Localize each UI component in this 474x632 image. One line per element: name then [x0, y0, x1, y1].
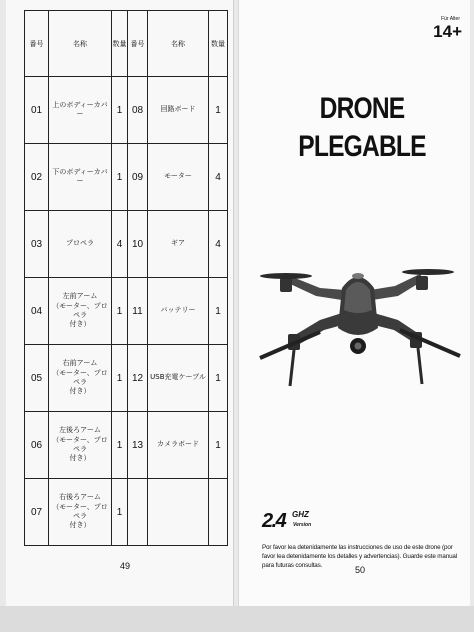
part-quantity: 4: [209, 211, 228, 278]
camera-icon: [350, 338, 366, 354]
drone-body: [338, 273, 378, 335]
part-name: ギア: [148, 211, 209, 278]
part-quantity: [209, 479, 228, 546]
scan-margin: [0, 606, 474, 632]
header-quantity-1: 数量: [112, 11, 128, 77]
part-quantity: 1: [209, 77, 228, 144]
table-row: [25, 412, 228, 479]
header-number-1: 番号: [25, 11, 49, 77]
part-name: カメラボード: [148, 412, 209, 479]
part-number: [128, 479, 148, 546]
table-row: [25, 211, 228, 278]
part-quantity: 1: [112, 412, 128, 479]
part-number: 05: [25, 345, 49, 412]
part-number: 11: [128, 278, 148, 345]
frequency-logo: [262, 508, 322, 538]
part-name: 右前アーム （モーター、プロペラ 付き）: [49, 345, 112, 412]
table-row: [25, 278, 228, 345]
part-name: 下のボディーカバー: [49, 144, 112, 211]
part-name: USB充電ケーブル: [148, 345, 209, 412]
part-number: 10: [128, 211, 148, 278]
age-label: Für Alter: [441, 16, 460, 22]
part-number: 02: [25, 144, 49, 211]
part-number: 06: [25, 412, 49, 479]
table-header-row: [25, 11, 228, 77]
table-row: [25, 345, 228, 412]
rear-right-arm: [370, 269, 454, 300]
drone-illustration: [250, 258, 465, 398]
age-rating: 14+: [433, 22, 462, 41]
header-name-2: 名称: [148, 11, 209, 77]
logo-version: Version: [293, 522, 312, 528]
left-page: [6, 0, 234, 606]
part-number: 09: [128, 144, 148, 211]
front-left-arm: [260, 313, 346, 386]
part-number: 13: [128, 412, 148, 479]
part-quantity: 1: [112, 144, 128, 211]
parts-table: [24, 10, 228, 546]
part-quantity: 4: [112, 211, 128, 278]
part-quantity: 1: [112, 77, 128, 144]
part-quantity: 1: [209, 278, 228, 345]
part-quantity: 1: [209, 345, 228, 412]
part-name: 回路ボード: [148, 77, 209, 144]
rear-left-arm: [260, 273, 345, 300]
header-name-1: 名称: [49, 11, 112, 77]
product-title: [295, 90, 429, 166]
left-page-number: 49: [119, 561, 130, 571]
part-name: 左後ろアーム （モーター、プロペラ 付き）: [49, 412, 112, 479]
part-quantity: 4: [209, 144, 228, 211]
part-quantity: 1: [112, 345, 128, 412]
part-name: プロペラ: [49, 211, 112, 278]
logo-unit: GHZ: [292, 510, 309, 519]
part-name: 左前アーム （モーター、プロペラ 付き）: [49, 278, 112, 345]
title-line-1: DRONE: [319, 92, 405, 125]
part-quantity: 1: [209, 412, 228, 479]
logo-number: 2.4: [262, 510, 286, 532]
part-number: 07: [25, 479, 49, 546]
part-number: 03: [25, 211, 49, 278]
part-name: 右後ろアーム （モーター、プロペラ 付き）: [49, 479, 112, 546]
front-right-arm: [370, 313, 460, 384]
table-row: [25, 77, 228, 144]
header-number-2: 番号: [128, 11, 148, 77]
table-row: [25, 144, 228, 211]
part-number: 08: [128, 77, 148, 144]
part-number: 12: [128, 345, 148, 412]
part-name: モーター: [148, 144, 209, 211]
right-page-number: 50: [354, 565, 365, 575]
instructions-disclaimer: Por favor lea detenidamente las instrucciones de uso de este drone (por favor lea detenidamente los detalles y advertencias). Guarde este manual para futuras consultas.: [262, 544, 458, 569]
title-line-2: PLEGABLE: [298, 130, 426, 163]
part-quantity: 1: [112, 479, 128, 546]
part-name: バッテリー: [148, 278, 209, 345]
part-name: [148, 479, 209, 546]
table-row: [25, 479, 228, 546]
header-quantity-2: 数量: [209, 11, 228, 77]
part-name: 上のボディーカバー: [49, 77, 112, 144]
part-number: 04: [25, 278, 49, 345]
part-quantity: 1: [112, 278, 128, 345]
part-number: 01: [25, 77, 49, 144]
